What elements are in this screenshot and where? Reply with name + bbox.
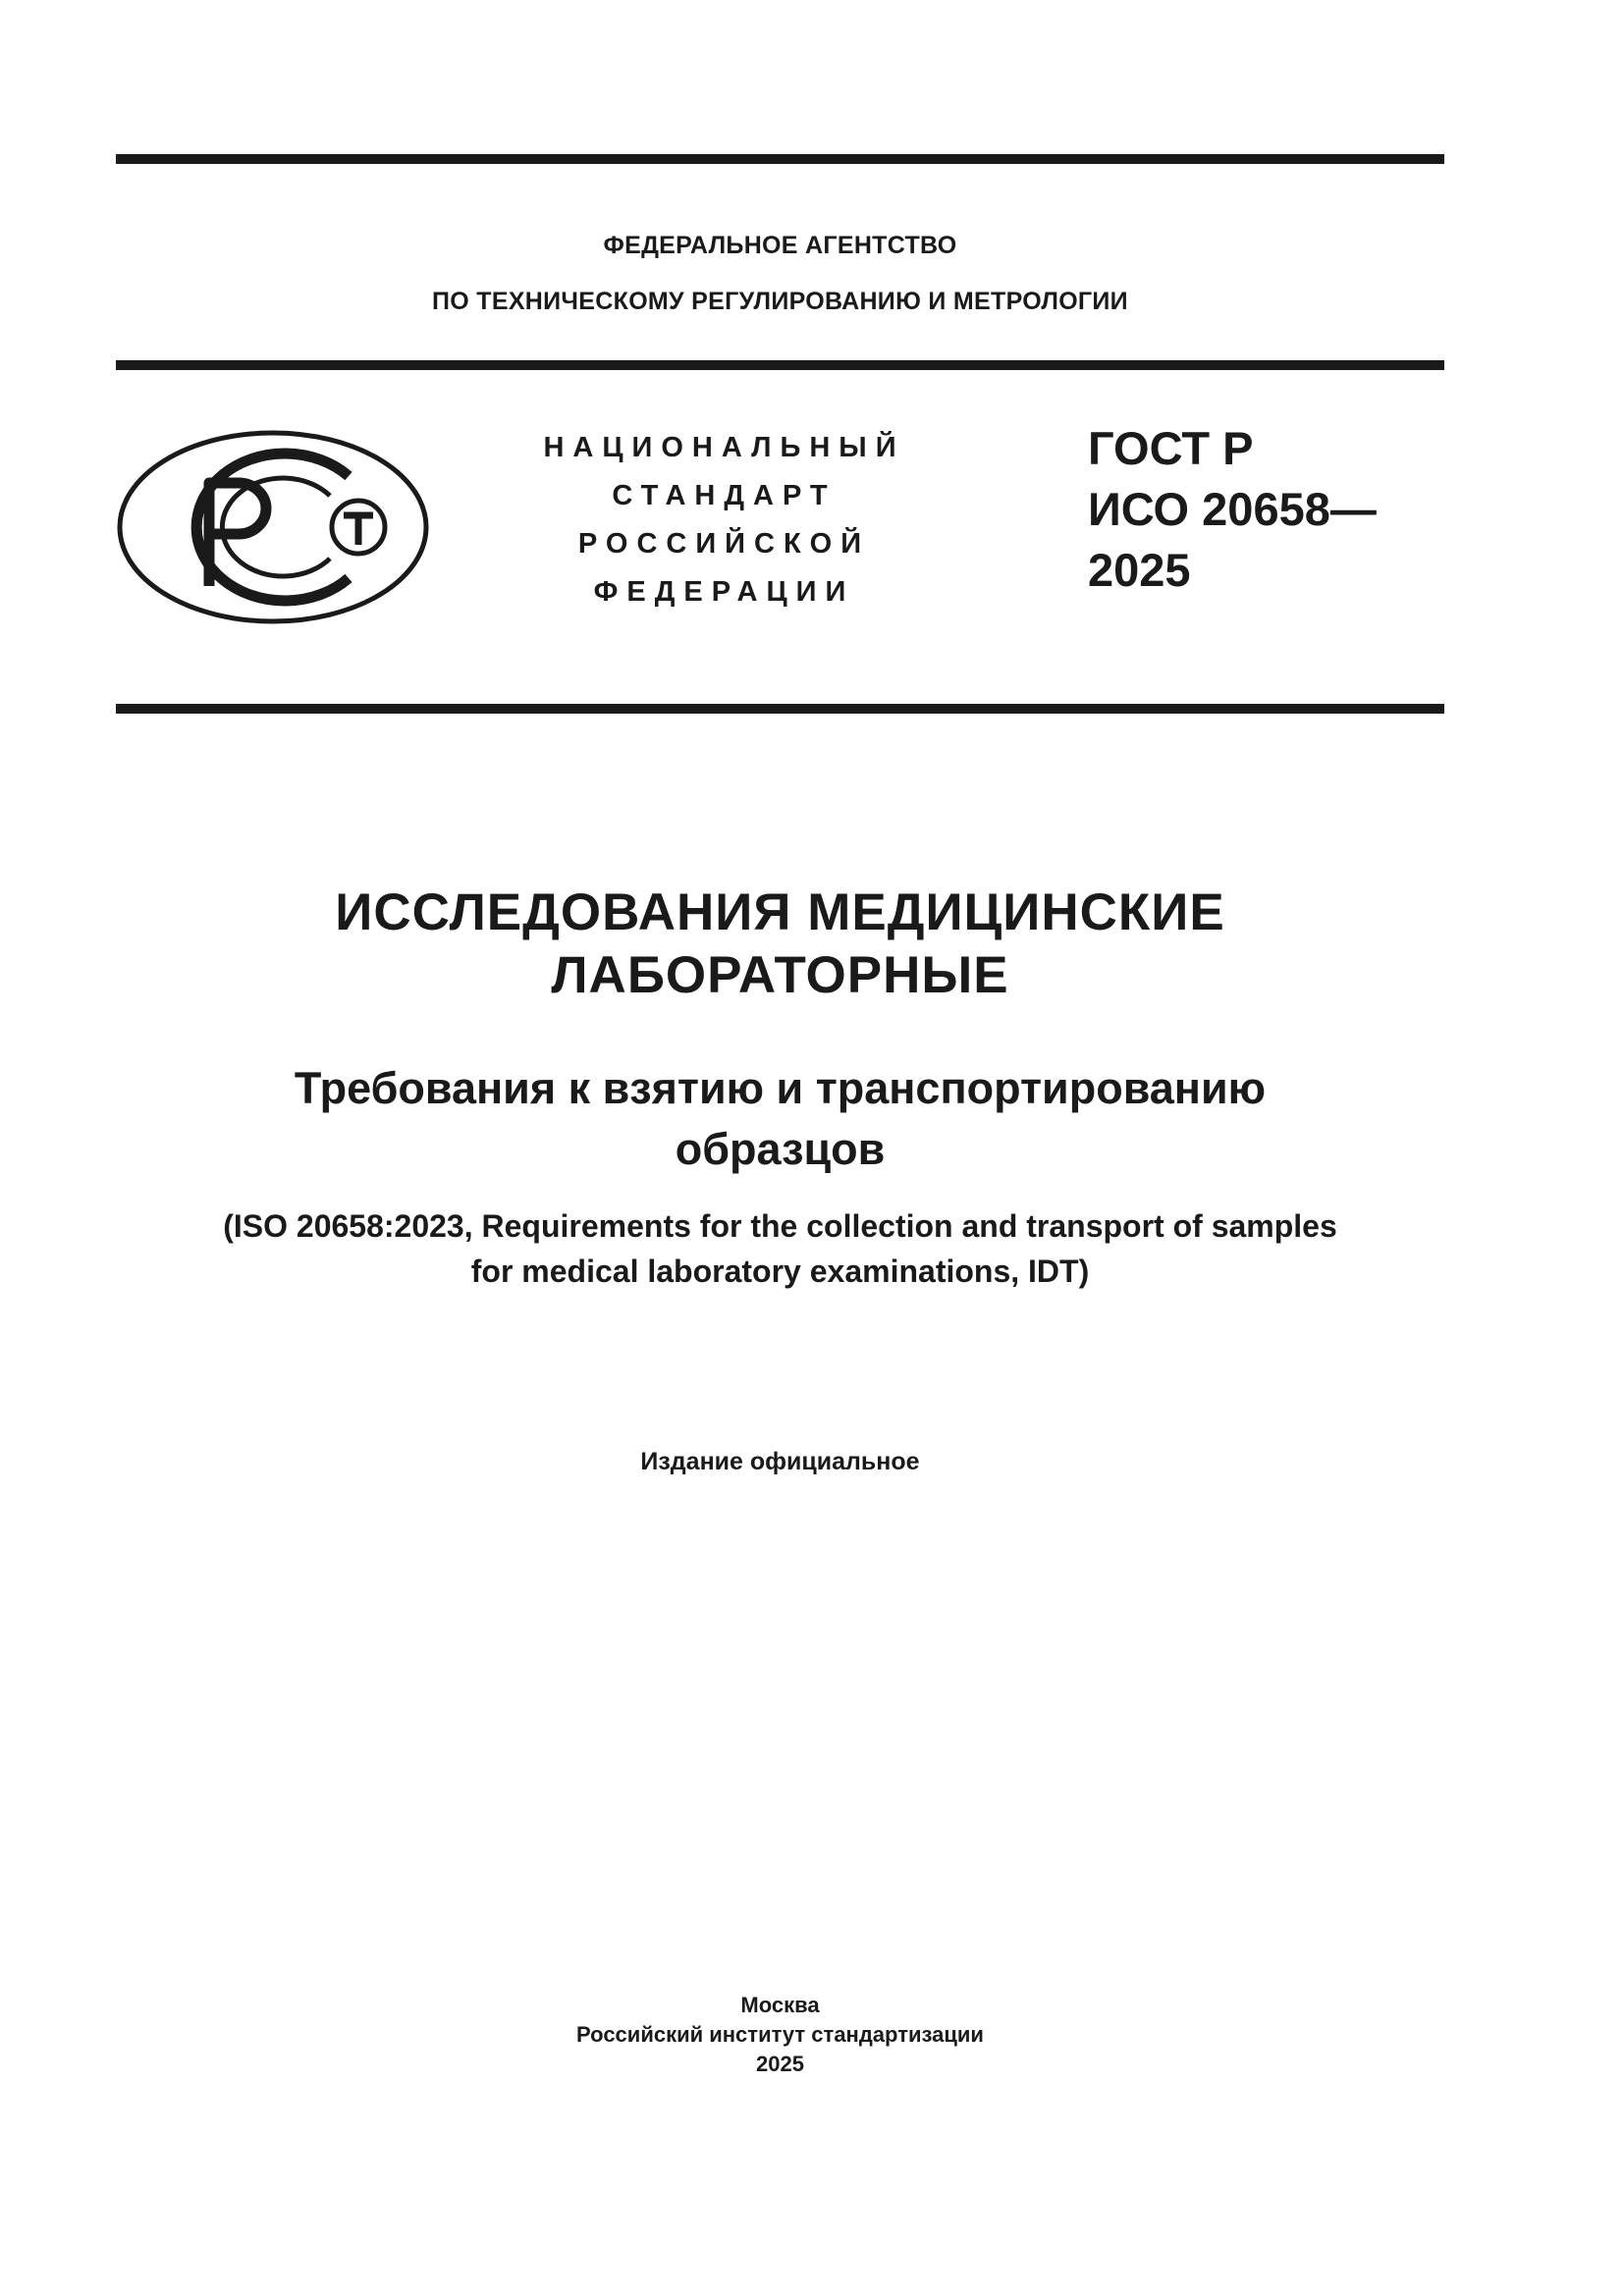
subtitle-line-1: Требования к взятию и транспортированию <box>294 1063 1267 1113</box>
rst-certification-mark-icon <box>116 429 430 625</box>
title-line-1: ИССЛЕДОВАНИЯ МЕДИЦИНСКИЕ <box>335 883 1225 941</box>
middle-rule <box>116 360 1444 370</box>
reference-line-2: for medical laboratory examinations, IDT) <box>470 1254 1090 1289</box>
standard-designation <box>1088 418 1377 601</box>
standard-type-line-1: НАЦИОНАЛЬНЫЙ <box>543 432 905 463</box>
imprint-year: 2025 <box>756 2052 804 2076</box>
agency-header <box>116 218 1444 330</box>
designation-line-3: 2025 <box>1088 544 1191 596</box>
edition-label: Издание официальное <box>640 1448 920 1475</box>
designation-line-2: ИСО 20658— <box>1088 483 1377 535</box>
document-subtitle <box>116 1058 1444 1180</box>
imprint-city: Москва <box>740 1993 820 2017</box>
standard-type-line-4: ФЕДЕРАЦИИ <box>593 576 855 608</box>
agency-line-2: ПО ТЕХНИЧЕСКОМУ РЕГУЛИРОВАНИЮ И МЕТРОЛОГИИ <box>432 288 1128 315</box>
bottom-rule <box>116 704 1444 714</box>
standard-type-line-2: СТАНДАРТ <box>612 480 837 511</box>
document-title <box>116 881 1444 1007</box>
subtitle-line-2: образцов <box>675 1124 886 1174</box>
designation-line-1: ГОСТ Р <box>1088 422 1254 474</box>
reference-line-1: (ISO 20658:2023, Requirements for the collection and transport of samples <box>223 1208 1337 1244</box>
original-standard-reference <box>116 1203 1444 1294</box>
top-rule <box>116 154 1444 164</box>
agency-line-1: ФЕДЕРАЛЬНОЕ АГЕНТСТВО <box>603 232 957 259</box>
standard-type-line-3: РОССИЙСКОЙ <box>577 528 871 560</box>
title-line-2: ЛАБОРАТОРНЫЕ <box>551 946 1009 1004</box>
imprint-publisher: Российский институт стандартизации <box>576 2022 984 2047</box>
standard-type <box>496 424 952 616</box>
imprint <box>116 1991 1444 2079</box>
